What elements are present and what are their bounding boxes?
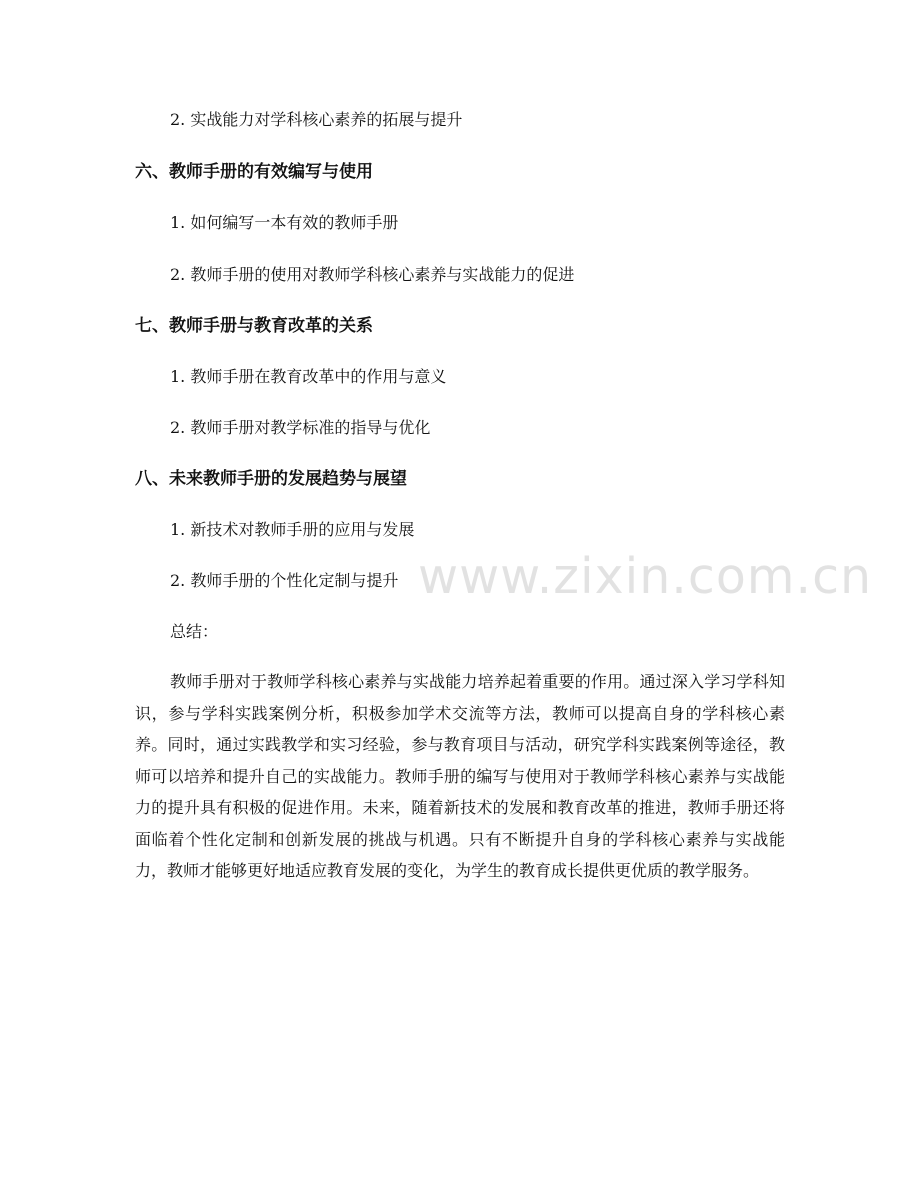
section6-heading: 六、教师手册的有效编写与使用 — [135, 162, 373, 182]
section7-item-1: 1. 教师手册在教育改革中的作用与意义 — [170, 367, 447, 386]
summary-label: 总结： — [170, 622, 219, 641]
section7-item-2: 2. 教师手册对教学标准的指导与优化 — [170, 418, 431, 437]
section6-item-1: 1. 如何编写一本有效的教师手册 — [170, 213, 399, 232]
watermark: www.zixin.com.cn — [418, 548, 873, 605]
section8-heading: 八、未来教师手册的发展趋势与展望 — [135, 469, 407, 489]
summary-paragraph: 教师手册对于教师学科核心素养与实战能力培养起着重要的作用。通过深入学习学科知识，参与学科实践案例分析，积极参加学术交流等方法，教师可以提高自身的学科核心素养。同时，通过实践教学和实习经验，参与教育项目与活动，研究学科实践案例等途径，教师可以培养和提升自己的实战能力。教师手册的编写与使用对于教师学科核心素养与实战能力的提升具有积极的促进作用。未来，随着新技术的发展和教育改革的推进，教师手册还将面临着个性化定制和创新发展的挑战与机遇。只有不断提升自身的学科核心素养与实战能力，教师才能够更好地适应教育发展的变化，为学生的教育成长提供更优质的教学服务。 — [135, 672, 785, 880]
section7-heading: 七、教师手册与教育改革的关系 — [135, 316, 373, 336]
section6-item-2: 2. 教师手册的使用对教师学科核心素养与实战能力的促进 — [170, 265, 575, 284]
section8-item-1: 1. 新技术对教师手册的应用与发展 — [170, 520, 415, 539]
section8-item-2: 2. 教师手册的个性化定制与提升 — [170, 571, 399, 590]
section5-item-2: 2. 实战能力对学科核心素养的拓展与提升 — [170, 110, 463, 129]
